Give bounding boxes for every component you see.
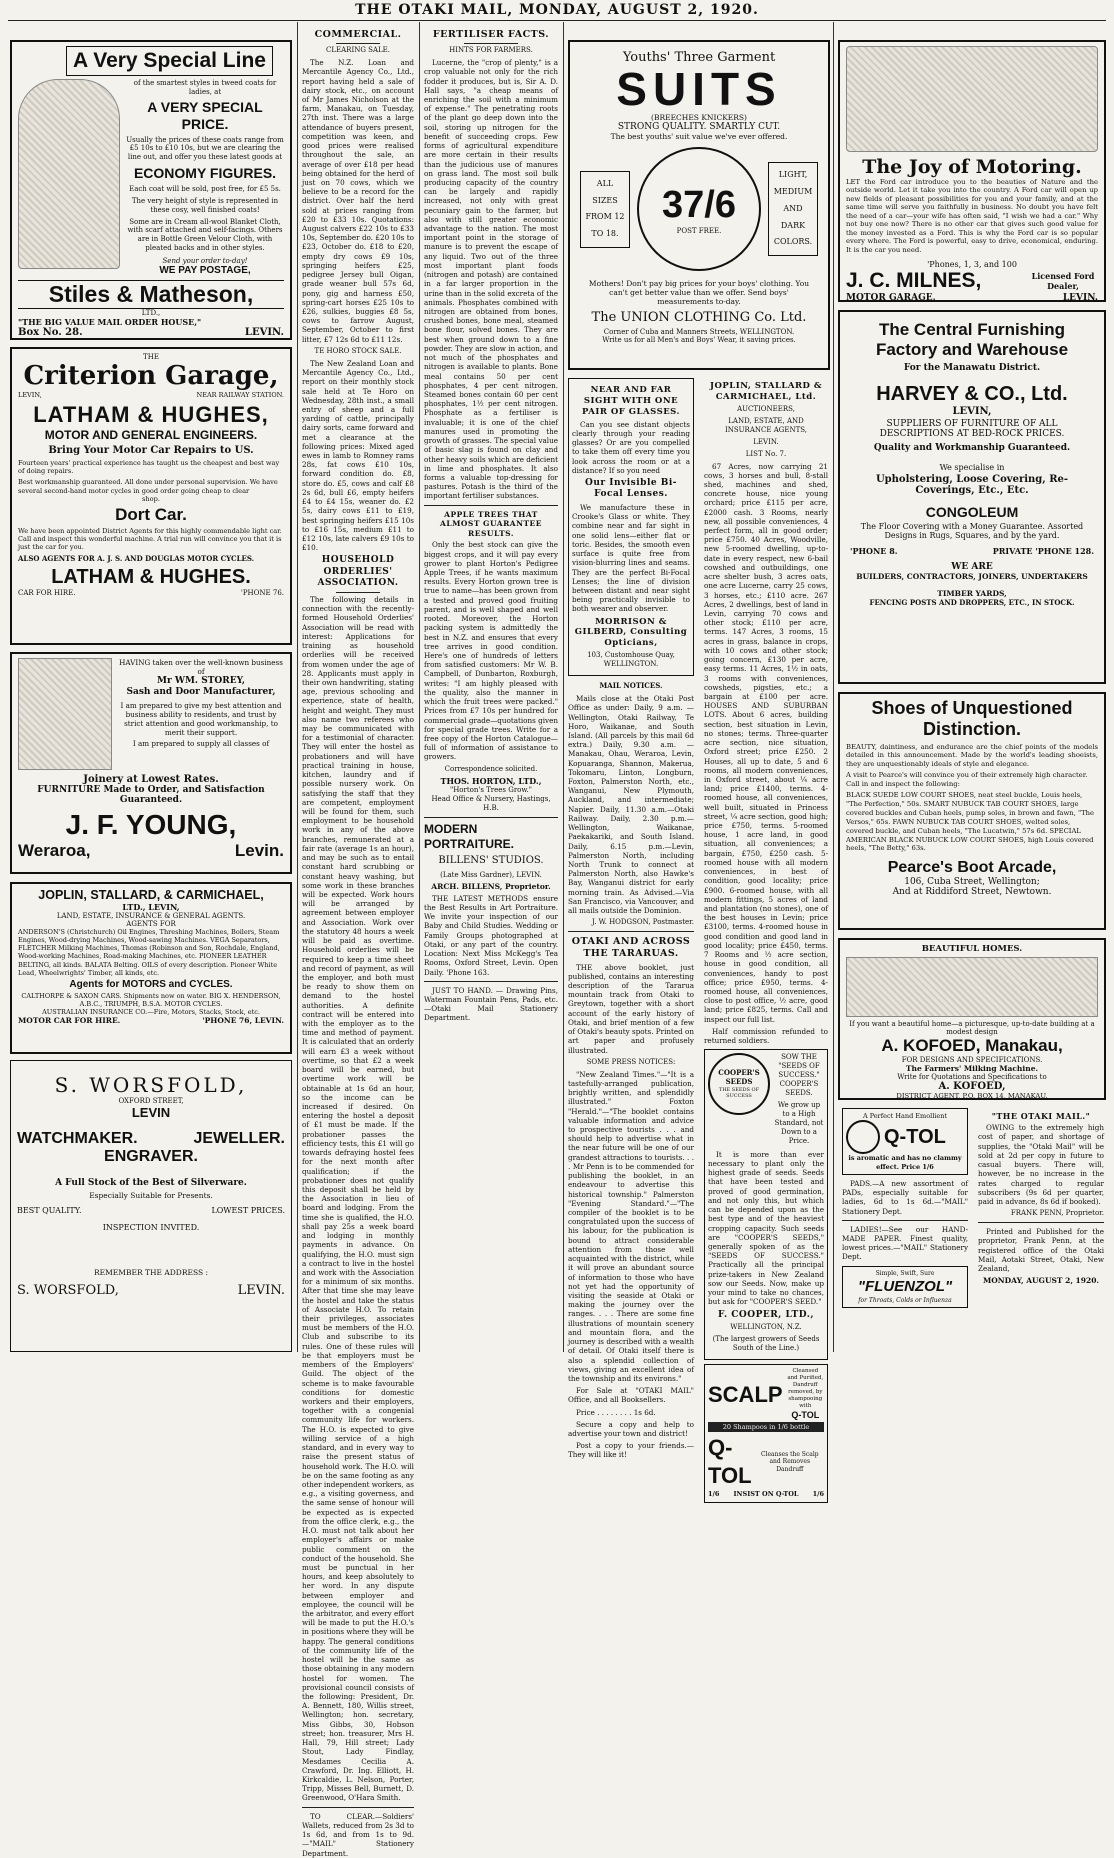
criterion-engineers: MOTOR AND GENERAL ENGINEERS. <box>44 428 258 442</box>
stiles-economy: ECONOMY FIGURES. <box>133 164 277 181</box>
worsfold-presents: Especially Suitable for Presents. <box>89 1191 213 1200</box>
qtol-body: is aromatic and has no clammy effect. Price 1/6 <box>848 1154 962 1171</box>
criterion-phone: 'PHONE 76. <box>240 588 284 597</box>
harvey-suppliers: SUPPLIERS OF FURNITURE OF ALL DESCRIPTIONS AT BED-ROCK PRICES. <box>879 419 1065 439</box>
glasses-title: NEAR AND FAR SIGHT WITH ONE PAIR OF GLASSES. <box>582 385 680 417</box>
kofoed-name: A. KOFOED, Manakau, <box>881 1036 1063 1055</box>
criterion-dort: Dort Car. <box>115 504 187 524</box>
stiles-intro: of the smartest styles in tweed coats for ladies, at <box>133 79 277 96</box>
qtol-perfect: A Perfect Hand Emollient <box>862 1112 948 1120</box>
apple-corresp: Correspondence solicited. <box>444 764 538 773</box>
joplin-agents-ad <box>10 882 292 1054</box>
ford-car-illustration <box>846 46 1098 152</box>
fertiliser-body: Lucerne, the "crop of plenty," is a crop valuable not only for the rich fodder it produces, but is, Sir A. D. Hall says, "a cheap means of enriching the soil with a minimum of expense." The penetrating roots of the plant go deep down into the soil, storing up nitrogen for the benefit of succeeding crops. Few forms of agricultural expenditure are more certain in their results than the judicious use of manures on grass land. The most soil bulk producing capacity of the country can be largely and rapidly increased, not only with great pecuniary gain to the farmer, but also with still greater economic advantage to the nation. The most important point in the storage of manure is to prevent the escape of any liquid. Two out of the three most important plant foods (nitrogen and potash) are contained in a far larger proportion in the urine than in the solid excreta of the animals. Phosphates combined with nitrogen are obtained from bones, crushed bones, bone meal, steamed bone flour, solved bones. They are best when ground down to a fine powder. They are slow in action, and not much of the phosphates and nitrogen is available to plants. Bone meal contains 50 per cent phosphates, 4 per cent nitrogen. Steamed bones contain 60 per cent phosphates, 1½ per cent nitrogen. Phosphate as a fertiliser is invaluable; it is one of the chief manures used in promoting the growth of grasses. The special value of basic slag is found on clay and other heavy soils which are deficient in lime and phosphates. It also forms a valuable top-dressing for pastures. Potash is the third of the important fertiliser substances. <box>424 58 559 501</box>
column-rule <box>833 22 834 1352</box>
kofoed-title: BEAUTIFUL HOMES. <box>921 944 1023 954</box>
harvey-private: PRIVATE 'PHONE 128. <box>992 546 1094 556</box>
joplin-mid-agents: LAND, ESTATE, AND INSURANCE AGENTS, <box>724 416 808 434</box>
criterion-shop: shop. <box>142 494 160 503</box>
scalp-price-left: 1/6 <box>708 1490 720 1499</box>
criterion-owners: LATHAM & HUGHES, <box>33 402 269 427</box>
harvey-congoleum: CONGOLEUM <box>925 504 1019 520</box>
milnes-phones: 'Phones, 1, 3, and 100 <box>927 260 1017 270</box>
tararuas-title: OTAKI AND ACROSS THE TARARUAS. <box>571 936 691 960</box>
title-rule <box>464 43 518 44</box>
joplin-left-cars: CALTHORPE & SAXON CARS. Shipments now on water. BIG X. HENDERSON, A.B.C., TRIUMPH, B.S.A. MOTOR CYCLES. <box>21 991 281 1008</box>
young-body3: I am prepared to supply all classes of <box>132 738 270 748</box>
worsfold-addr-name: S. WORSFOLD, <box>17 1283 119 1298</box>
scalp-insist: INSIST ON Q-TOL <box>733 1490 799 1499</box>
harvey-title1: The Central Furnishing <box>878 320 1066 339</box>
kofoed-agent: DISTRICT AGENT, P.O. BOX 14, MANAKAU. <box>896 1092 1048 1100</box>
joplin-left-agents-line: LAND, ESTATE, INSURANCE & GENERAL AGENTS. <box>56 912 246 920</box>
young-town: Levin. <box>234 841 284 860</box>
section-rule <box>568 931 694 932</box>
pearce-title1: Shoes of Unquestioned <box>871 698 1073 718</box>
section-rule <box>978 1222 1104 1223</box>
fertiliser-sub: HINTS FOR FARMERS. <box>449 46 533 55</box>
suits-price: 37/6 <box>662 183 736 226</box>
pearce-addr1: 106, Cuba Street, Wellington; <box>904 877 1040 888</box>
tararuas-post: Post a copy to your friends.—They will like it! <box>568 1441 694 1460</box>
stiles-postage: WE PAY POSTAGE, <box>159 265 251 277</box>
glasses-intro: Can you see distant objects clearly through your reading glasses? Or are you compelled to take them off every time you look across the room or at a distance? If so you need <box>572 419 690 475</box>
worsfold-town: LEVIN <box>131 1105 171 1120</box>
worsfold-watch: WATCHMAKER. <box>17 1130 138 1147</box>
joplin-left-agents-for: AGENTS FOR <box>126 920 176 928</box>
young-place: Weraroa, <box>18 841 91 860</box>
suits-breeches: (BREECHES KNICKERS) <box>651 113 747 123</box>
just-to-hand: JUST TO HAND. — Drawing Pins, Waterman Fountain Pens, Pads, etc. —Otaki Mail Stationery Department. <box>424 985 558 1023</box>
criterion-dort-body: We have been appointed District Agents for this highly commendable light car. Call and inspect this wonderful machine. A trial run will convince you that it is just the car for you. <box>18 526 282 552</box>
harvey-weare: WE ARE <box>951 562 993 572</box>
criterion-levin: LEVIN, <box>18 391 42 399</box>
fluenzol-pre: Simple, Swift, Sure <box>875 1269 935 1277</box>
joplin-mid-name: JOPLIN, STALLARD & CARMICHAEL, Ltd. <box>709 381 823 402</box>
stiles-body4: Some are in Cream all-wool Blanket Cloth, with scarf attached and self-facings. Others are in Bottle Green Velour Cloth, with pleated backs and in other styles. <box>127 217 283 252</box>
scalp-price-right: 1/6 <box>812 1490 824 1499</box>
stiles-box: Box No. 28. <box>18 326 83 338</box>
tararuas-body: THE above booklet, just published, contains an interesting description of the Tararua mountain track from Otaki to Greytown, together with a short account of the early history of Otaki, and brief mention of a few of Otaki's beauty spots. Printed on art paper and profusely illustrated. <box>568 962 694 1055</box>
suits-mothers: Mothers! Don't pay big prices for your boys' clothing. You can't get better value than we offer. Send boys' measurements to-day. <box>588 279 810 307</box>
joplin-list-column <box>700 376 832 1499</box>
scalp-cleanses: Cleanses the Scalp and Removes Dandruff <box>760 1450 819 1473</box>
milnes-ford-ad <box>838 40 1106 302</box>
joplin-left-ltd: LTD., LEVIN, <box>122 902 180 912</box>
stiles-town: LEVIN. <box>244 326 284 338</box>
commercial-column <box>298 24 418 1858</box>
stiles-body1: Usually the prices of these coats range from £5 10s to £10 10s, but we are clearing the line out, and offer you these latest goods at <box>126 135 284 161</box>
milnes-licensed: Licensed Ford Dealer, <box>1031 271 1095 292</box>
worsfold-street: OXFORD STREET, <box>118 1097 184 1105</box>
suits-sizes-box: ALL SIZES FROM 12 TO 18. <box>580 171 630 248</box>
apple-body: Only the best stock can give the biggest crops, and it will pay every grower to plant Horton's Pedigree Apple Trees, if he wants maximum results. Every Horton grown tree is true to name—has been grown from a tested and proved good fruiting parent, and is well shaped and well rooted. Moreover, the Horton packing system is admittedly the best in N.Z. and ensures that every tree arrives in good condition. Here's one of hundreds of letters from satisfied customers: Mr W. B. Campbell, of Dunbarton, Roxburgh, writes: "I am highly pleased with the quality, also the manner in which the fruit trees were packed." Prices from £7 10s per hundred for commercial grade—quotations given for special grade trees. Write for a free copy of the Horton Catalogue—full of information of assistance to growers. <box>424 540 558 762</box>
fluenzol-sub: for Throats, Colds or Influenza <box>858 1296 952 1304</box>
harvey-phone: 'PHONE 8. <box>850 546 898 556</box>
pearce-intro: BEAUTY, daintiness, and endurance are the chief points of the models detailed in this announcement. Made by the world's leading shoeists, they are unquestionably ideals of style and elegance. <box>846 743 1098 768</box>
price-circle <box>637 147 761 271</box>
criterion-garage-ad <box>10 347 292 645</box>
tararuas-secure: Secure a copy and help to advertise your town and district! <box>568 1419 694 1439</box>
criterion-slogan: Bring Your Motor Car Repairs to US. <box>48 445 254 456</box>
joplin-left-body: ANDERSON'S (Christchurch) Oil Engines, Threshing Machines, Boilers, Steam Engines, Wood-drying Machines, Wood-sawing Machines. VEGA Separators, FLETCHER Milking Machines, Thomas (Robinson and Son, Rochdale, England, Wood-working Machines, Road-making Machines, etc. PIONEER LEATHER BELTING, all kinds. BALATA Belting. OILS of every description. Pioneer White Lead, Wheelwrights' Timber, all kinds, etc. <box>18 928 280 977</box>
joplin-left-hire: MOTOR CAR FOR HIRE. <box>18 1015 121 1025</box>
young-body1: HAVING taken over the well-known business of <box>119 658 283 676</box>
qtol-ladies: LADIES!—See our HAND-MADE PAPER. Finest quality, lowest prices.—"MAIL" Stationery Dept. <box>842 1224 968 1262</box>
harvey-for: For the Manawatu District. <box>903 363 1041 373</box>
title-rule <box>336 43 381 44</box>
glasses-ad <box>568 378 694 676</box>
worsfold-jeweller-ad <box>10 1060 292 1352</box>
criterion-hire: CAR FOR HIRE. <box>18 588 76 597</box>
stiles-body2: Each coat will be sold, post free, for £5 5s. <box>129 185 281 194</box>
orderlies-body: The following details in connection with the recently-formed Household Orderlies' Association will be read with interest: Applications for training as household orderlies will be received from women under the age of 28. Applicants must apply in their own handwriting, stating age, previous schooling and experience, state of health, height and weight. They must also name two referees who may be communicated with for a testimonial of character. They will enter the hostel as probationers and will have practical training in house, kitchen, laundry and if possible nursery work. On satisfying the staff that they are competent, employment will be found for them, such employment to be household work in any of the above branches, remunerated at a fair rate (average 1s an hour), and may be such as to entail constant hard scrubbing or constant heavy washing, but some work in these branches will be expected. Work hours will be arranged by agreement between employer and Association. Work over the statutory 48 hours a week will be paid as overtime. Household orderlies will be required to keep a time sheet and record of payment, as will the employer, and both must be ready to show them on demand to the hostel authorities. A definite contract will be entered into with the employer as to the time and method of payment. It is calculated that an orderly will earn £3 a week without overtime, so that £2 a week board will be earned, but overtime work will be obtainable at 1s 6d an hour, so the income can be increased if desired. On entering the hostel a deposit of £1 must be made. If the probationer passes the efficiency tests, this £1 will go towards defraying hostel fees for the next month after qualification; if the probationer does not qualify this deposit shall be held by the Association in lieu of board and lodging. From the time she is qualified, the H.O. shall pay 25s a week board and lodging in monthly payments in advance. On qualifying, the H.O. must sign a contract to live in the hostel and work with the Association for a minimum of six months. After that time she may leave the hostel and take the status of Associate H.O. To retain their privileges, associates must be members of the H.O. Club and subscribe to its rules. One of these rules will be that employers must be members of the Employers' Guild. The object of the scheme is to make favourable conditions for domestic workers and their employers, together with a congenial community life for workers. The H.O. is expected to give willing service of a high standard, and in every way to raise the present status of household work. The H.O. will be on the same footing as any other independent workers, as e.g., a visiting governess, and the same sense of honour will be expected as is expected from the office clerk, e.g., the H.O. must not talk about her employer's affairs or make public comment on the conduct of the household. She must be punctual in her hours, and keep absolutely to her word. In any dispute between employer and employee, the council will be the arbitrator, and every effort will be made to put the H.O.'s in positions where they will be happy. The general conditions of the community life of the hostel will be the same as those obtaining in any modern hostel for women. The provisional council consists of the following: President, Dr. A. Bennett, 180, Willis street, Wellington; hon. secretary, Miss Gibbs, 30, Hobson street; hon. treasurer, Mrs H. Hall, 79, Hill street; Lady Stout, Lady Findlay, Mesdames Cecilia A. Crawford, Dr. Ing. Elliott, H. Kirkcaldie, L. Nelson, Porter, Tripp, Misses Bell, Burnett, D. Greenwood, O'Hara Smith. <box>302 594 414 1803</box>
milnes-garage: MOTOR GARAGE, <box>846 293 936 304</box>
harvey-upholstery: Upholstering, Loose Covering, Re-Coverings, Etc., Etc. <box>875 474 1069 496</box>
criterion-name: Criterion Garage, <box>23 361 279 391</box>
harvey-name: HARVEY & CO., Ltd. <box>876 383 1068 405</box>
glasses-bifocal: Our Invisible Bi-Focal Lenses. <box>585 477 677 500</box>
commercial-body1: The N.Z. Loan and Mercantile Agency Co., Ltd., report having held a sale of dairy stock, etc., on account of Mr James Nicholson at the farm, Manakau, on Tuesday, 27th inst. There was a large attendance of buyers present, competition was keen, and good prices were realised throughout the sale, an average of over £18 per head being obtained for the herd of just on 70 cows, which we believe to be a record for the district. Over half the herd sold at prices ranging from £20 to £33 10s. Quotations: August calvers £22 10s to £33 10s, September do. £20 10s to £23, October do. £18 to £20, empty dry cows £9 10s, springing heifers £25, pedigree Jersey bull Oigan, grade weaner bull 57s 6d, pony, gig and harness £50, spring-cart horses £25 10s to £26, sulkies, buggies £8 5s, cows to farrow August, September, October to first litter, £7 12s 6d to £11 12s. <box>302 58 414 344</box>
cooper-largest: (The largest growers of Seeds South of the Line.) <box>712 1335 820 1352</box>
scalp-word: SCALP <box>708 1381 783 1407</box>
milnes-town: LEVIN. <box>1062 293 1098 304</box>
harvey-quality: Quality and Workmanship Guaranteed. <box>873 443 1071 453</box>
qtol-jar-icon <box>846 1120 880 1154</box>
section-rule <box>302 1807 414 1808</box>
qtol-scalp-ad <box>704 1364 828 1503</box>
joplin-left-phone: 'PHONE 76, LEVIN. <box>202 1015 284 1025</box>
stiles-body3: The very height of style is represented in these cosy, well finished coats! <box>131 197 279 214</box>
worsfold-prices: LOWEST PRICES. <box>211 1206 285 1215</box>
commercial-sale2: TE HORO STOCK SALE. <box>314 346 402 355</box>
scalp-brand: Q-TOL <box>791 1410 820 1421</box>
stiles-price-head: A VERY SPECIAL PRICE. <box>147 98 263 132</box>
section-rule <box>424 817 558 818</box>
worsfold-engraver: ENGRAVER. <box>104 1148 198 1165</box>
stiles-order: Send your order to-day! <box>162 256 248 265</box>
scalp-sub: 20 Shampoos in 1/6 bottle <box>708 1422 824 1432</box>
young-body2: I am prepared to give my best attention and business ability to residents, and trust by strict attention and good workmanship, to merit their support. <box>120 700 282 737</box>
mail-title: MAIL NOTICES. <box>599 681 663 691</box>
joplin-mid-list: LIST No. 7. <box>745 449 787 458</box>
orderlies-title: HOUSEHOLD ORDERLIES' ASSOCIATION. <box>317 555 399 589</box>
joplin-left-motors: Agents for MOTORS and CYCLES. <box>69 978 233 990</box>
horton-addr: Head Office & Nursery, Hastings, H.B. <box>431 794 551 812</box>
furniture-illustration <box>18 658 112 770</box>
otaki-notice-body: OWING to the extremely high cost of paper, and shortage of supplies, the "Otaki Mail" will be sold at 2d per copy in future to casual buyers. There will, however, be no increase in the rates charged to regular subscribers (9s 6d per quarter, paid in advance, 8s 6d if booked). <box>978 1123 1104 1206</box>
criterion-guarantee: Best workmanship guaranteed. All done under personal supervision. We have several second-hand motor cycles in good order going cheap to clear <box>18 478 278 495</box>
otaki-notice-title: "THE OTAKI MAIL." <box>991 1111 1091 1121</box>
cooper-logo-sub: THE SEEDS OF SUCCESS <box>718 1086 760 1100</box>
billens-late: (Late Miss Gardner), LEVIN. <box>440 871 542 880</box>
pearce-visit: A visit to Pearce's will convince you of their extremely high character. Call in and inspect the following: <box>846 771 1088 788</box>
pearce-addr2: And at Riddiford Street, Newtown. <box>892 887 1052 898</box>
otaki-notice-imprint: Printed and Published for the proprietor, Frank Penn, at the registered office of the Otaki Mail, Aotaki Street, Otaki, New Zealand, <box>978 1227 1104 1274</box>
worsfold-quality: BEST QUALITY. <box>17 1206 82 1215</box>
cooper-body: It is more than ever necessary to plant only the highest grade of seeds. Seeds that have been tested and proved of good germination, and not only this, but which can be depended upon as the best type and of the heaviest cropping capacity. Such seeds are "COOPER'S SEEDS," generally spoken of as the "SEEDS OF SUCCESS." Practically all the principal prize-takers in New Zealand sow our Seeds. Now, make up your mind to take no chances, but ask for "COOPER'S SEED." <box>708 1149 824 1307</box>
suits-line1: Youths' Three Garment <box>622 50 776 65</box>
young-joinery: Joinery at Lowest Rates. <box>83 774 219 785</box>
milnes-title: The Joy of Motoring. <box>862 156 1082 178</box>
otaki-notice-sig: FRANK PENN, Proprietor. <box>1010 1209 1104 1218</box>
pearce-shoes-ad <box>838 692 1106 930</box>
kofoed-name2: A. KOFOED, <box>938 1081 1006 1092</box>
union-clothing-ad <box>568 40 830 370</box>
cooper-name: F. COOPER, LTD., <box>717 1309 814 1320</box>
glasses-addr: 103, Customhouse Quay, WELLINGTON. <box>587 651 675 669</box>
commercial-body2: The New Zealand Loan and Mercantile Agency Co., Ltd., report on their monthly stock sale held at Te Horo on Wednesday, 28th inst., a small entry of sheep and a full yarding of cattle, principally dairy sorts, came forward and met a clearance at the following prices: Mixed aged ewes in lamb to Romney rams 28s, fat cows £10 10s, forward condition do. £8, store do. £5, cows and calf £8 2s 6d, bull £6, empty heifers £4 to £4 15s, weaner do. £2 5s, dairy cows £11 to £19, best springing heifers £15 10s to £16 15s, medium £11 to £12 10s, late calvers £9 10s to £10. <box>302 358 414 553</box>
section-rule <box>424 981 558 982</box>
suits-value: The best youths' suit value we've ever offered. <box>610 132 788 142</box>
harvey-timber: TIMBER YARDS, <box>937 589 1007 598</box>
kofoed-caption: If you want a beautiful home—a picturesque, up-to-date building at a modest design <box>849 1020 1095 1036</box>
horton-sub: "Horton's Trees Grow." <box>449 785 533 794</box>
qtol-emollient-column <box>838 1108 972 1354</box>
worsfold-remember: REMEMBER THE ADDRESS : <box>94 1268 208 1277</box>
fertiliser-title: FERTILISER FACTS. <box>432 29 550 40</box>
suits-colors-box: LIGHT, MEDIUM AND DARK COLORS. <box>768 162 818 256</box>
suits-addr: Corner of Cuba and Manners Streets, WELLINGTON. <box>603 328 795 337</box>
criterion-experience: Fourteen years' practical experience has taught us the cheapest and best way of doing repairs. <box>18 459 280 476</box>
harvey-congo-body: The Floor Covering with a Money Guarantee. Assorted Designs in Rugs, Squares, and by the yard. <box>860 522 1084 540</box>
tararuas-press: SOME PRESS NOTICES: <box>586 1057 676 1066</box>
milnes-body: LET the Ford car introduce you to the beauties of Nature and the outside world. Let it take you into the country. A Ford car will open up new fields of pleasant possibilities for you and your family, and at the same time will serve you faithfully in business. No doubt you have felt the need of a car—your wife has often said, "I wish we had a car." Why not buy one now? There is no other car that gives such good value for the money invested as a Ford. This is why the Ford car is so popular every where. The Ford is powerful, easy to drive, economical, enduring. It is the car you need. <box>846 178 1098 254</box>
kofoed-milking: The Farmers' Milking Machine. <box>905 1064 1039 1073</box>
billens-modern: MODERN PORTRAITURE. <box>424 821 514 852</box>
cooper-logo-top: COOPER'S SEEDS <box>718 1067 760 1086</box>
suits-quality: STRONG QUALITY. SMARTLY CUT. <box>617 122 781 133</box>
tararuas-sale: For Sale at "OTAKI MAIL" Office, and all Booksellers. <box>568 1386 694 1405</box>
cooper-sow: SOW THE "SEEDS OF SUCCESS." COOPER'S SEEDS. <box>778 1053 820 1098</box>
masthead: THE OTAKI MAIL, MONDAY, AUGUST 2, 1920. <box>355 2 759 18</box>
title-rule <box>336 592 381 593</box>
cooper-seeds-ad <box>704 1049 828 1360</box>
lady-in-coat-illustration <box>18 79 120 269</box>
mail-sig: J. W. HODGSON, Postmaster. <box>591 918 694 927</box>
suits-store: The UNION CLOTHING Co. Ltd. <box>591 310 807 326</box>
joplin-mid-role: AUCTIONEERS, <box>737 404 795 413</box>
glasses-firm: MORRISON & GILBERD, Consulting Opticians, <box>574 616 688 649</box>
fertiliser-column <box>420 24 562 1354</box>
harvey-furnishing-ad <box>838 310 1106 684</box>
commercial-sale1: CLEARING SALE. <box>326 46 390 55</box>
suits-post: POST FREE. <box>676 226 722 235</box>
billens-name: BILLENS' STUDIOS. <box>438 855 544 867</box>
worsfold-invited: INSPECTION INVITED. <box>102 1223 200 1232</box>
stiles-ltd: LTD., <box>141 308 161 317</box>
section-rule <box>424 505 558 506</box>
billens-body: THE LATEST METHODS ensure the Best Results in Art Portraiture. We invite your inspection of our Baby and Child Studies. Wedding or Family Groups photographed at Otaki, or any part of the country. Location: Next Miss McKegg's Tea Rooms, Oxford Street, Levin. Open Daily. 'Phone 163. <box>424 893 558 977</box>
kofoed-designs: FOR DESIGNS AND SPECIFICATIONS. <box>901 1056 1043 1064</box>
cooper-logo <box>708 1053 770 1115</box>
pearce-name: Pearce's Boot Arcade, <box>887 859 1057 877</box>
kofoed-write: Write for Quotations and Specifications to <box>897 1073 1047 1081</box>
harvey-builders: BUILDERS, CONTRACTORS, JOINERS, UNDERTAKERS <box>856 572 1088 581</box>
commercial-title: COMMERCIAL. <box>314 29 402 40</box>
worsfold-silver: A Full Stock of the Best of Silverware. <box>55 1178 247 1188</box>
joplin-left-insurance: AUSTRALIAN INSURANCE CO.—Fire, Motors, Stacks, Stock, etc. <box>42 1007 260 1016</box>
worsfold-addr-town: LEVIN. <box>237 1283 285 1298</box>
harvey-special: We specialise in <box>939 463 1005 472</box>
horton-name: THOS. HORTON, LTD., <box>440 775 542 786</box>
young-joinery-ad <box>10 652 292 874</box>
stiles-name: Stiles & Matheson, <box>18 280 284 309</box>
apple-title: APPLE TREES THAT ALMOST GUARANTEE RESULTS. <box>440 509 542 538</box>
masthead-rule <box>8 20 1106 21</box>
scalp-side: Cleansed and Purified, Dandruff removed, by shampooing with <box>787 1367 824 1410</box>
joplin-mid-body: 67 Acres, now carrying 21 cows, 3 horses and bull, 8-stall shed, machines and shed, concrete house, nice young orchard; price £115 per acre, £2000 cash. 3 Rooms, nearly new, all possible conveniences, 4 perfect form, all in good order; price £750. 40 Acres, Woodville, new 5-roomed dwelling, up-to-date in every respect, new 6-bail cowshed and outbuildings, one acre shelter bush, 3 acres oats, one acre Lucerne, carry 25 cows, 3 horses, etc.; £110 acre. 267 Acres, 2 dwellings, best of land in Levin, carrying 70 cows and other stock; £110 per acre, terms. 147 Acres, 3 rooms, 15 acres in grass, balance in crops, with 10 cows and other stock; going concern, £130 per acre, easy terms. 11 Acres, 1½ in oats, 3 rooms with conveniences, cowsheds, pigsties, etc.; a bargain at £100 per acre. HOUSES AND SUBURBAN LOTS. About 6 acres, building section, best situation in Levin, no stones; terms. Three-quarter acre section, nice situation, Oxford street; price £250. 2 Houses, all up to date, 5 and 6 rooms, all modern conveniences, in Oxford street, about ¼ acre land; price £1400, terms. 4-roomed house, all conveniences, well built, situated in Princess street, ¼ acre section, good high; price £750, terms. 5-roomed house, 1 acre land, in good situation, all conveniences; a bargain, £750, £250 cash. 5-roomed house with all modern conveniences, in best of condition, good locality; price £900. 6-roomed house, with all modern fittings, 5 acres of land and plantation (no stones), one of the best houses in Levin; price £3100, terms. 4-roomed house in good condition and good land in good locality; price £450, terms. 7 Rooms and ½ acre section, house in good condition, all conveniences, handy to post office; price £950, terms. 4-roomed house, all conveniences, close to post office, ½ acre, good land; price £825, terms. Call and inspect our full list. <box>704 461 828 1024</box>
harvey-title2: Factory and Warehouse <box>875 340 1069 359</box>
criterion-the: THE <box>143 353 159 361</box>
mail-body: Mails close at the Otaki Post Office as under: Daily, 9 a.m. — Wellington, Otaki Railway, Te Horo, Waikanae, and South Island. (All parcels by this mail 6d extra.) Daily, 9.30 a.m. — Manakau, Ohau, Weraroa, Levin, Kopuaranga, Shannon, Makerua, Tokomaru, Linton, Longburn, Foxton, Palmerston North, etc., Wanganui, New Plymouth, Auckland, and intermediate; Napier. Daily, 11.30 a.m.—Otaki Railway. Daily, 2.30 p.m.—Wellington, Waikanae, Paekakariki, and South Island. Daily, 6.15 p.m.—Levin, Palmerston North, including North Trunk to connect at Palmerston North, also Hawke's Bay, Wanganui district for early morning train. As Advised.—Via San Francisco, via Vancouver, and all mails outside the Dominion. <box>568 694 694 916</box>
tararuas-press-body: "New Zealand Times."—"It is a tastefully-arranged publication, brightly written, and splendidly illustrated." Foxton "Herald."—"The booklet contains valuable information and advice to prospective tourists . . . and should help to advertise what in the near future will be one of our grandest attractions to tourists. . . . Mr Penn is to be commended for publishing the booklet, in an endeavour to advertise this historical township." Palmerston "Evening Standard."—"The compiler of the booklet is to be congratulated upon the success of his labour, for the publication is bound to attract considerable attention from those well acquainted with the district, while it will prove an abundant source of information to those who have not yet had the opportunity of visiting the seaside at Otaki or making the journey over the ranges. . . . There are some fine illustrations of mountain scenery and mountain flora, and the journey is described with a wealth of detail. Of Otaki itself there is also a splendid collection of views, giving an excellent idea of the township and its environs." <box>568 1069 694 1383</box>
joplin-mid-foot: Half commission refunded to returned soldiers. <box>704 1026 828 1046</box>
glasses-body: We manufacture these in Crooke's Glass or white. They combine near and far sight in one solid lens—either flat or toric. Besides, the smooth even surface is quite free from vision-blurring lines and seams. They are the perfect Bi-Focal Lenses; the line of division between distant and near sight being practically invisible to both wearer and observer. <box>572 502 690 614</box>
joplin-mid-town: LEVIN. <box>753 437 779 446</box>
billens-prop: ARCH. BILLENS, Proprietor. <box>431 882 551 892</box>
joplin-left-name: JOPLIN, STALLARD, & CARMICHAEL, <box>38 888 264 902</box>
stiles-headline: A Very Special Line <box>66 46 273 76</box>
cooper-addr: WELLINGTON, N.Z. <box>730 1323 802 1332</box>
kofoed-homes-ad <box>838 938 1106 1100</box>
stiles-store: "THE BIG VALUE MAIL ORDER HOUSE," <box>18 316 202 327</box>
qtol-emollient-ad <box>842 1108 968 1175</box>
young-storey: Mr WM. STOREY, <box>157 676 245 686</box>
milnes-name: J. C. MILNES, <box>846 269 982 293</box>
pearce-title2: Distinction. <box>923 719 1021 739</box>
scalp-big: Q-TOL <box>708 1434 752 1489</box>
qtol-logo: Q-TOL <box>884 1125 946 1148</box>
qtol-pads: PADS.—A new assortment of PADs, especially suitable for ladies, 6d to 1s 6d.—"MAIL" Stationery Dept. <box>842 1178 968 1216</box>
criterion-near: NEAR RAILWAY STATION. <box>196 391 284 399</box>
worsfold-name: S. WORSFOLD, <box>54 1073 248 1097</box>
house-illustration <box>846 957 1098 1017</box>
otaki-mail-notice-column <box>974 1108 1108 1354</box>
cooper-grown: We grow up to a High Standard, not Down to a Price. <box>774 1101 824 1145</box>
criterion-agents: ALSO AGENTS FOR A. J. S. AND DOUGLAS MOTOR CYCLES. <box>18 553 255 563</box>
suits-big: SUITS <box>616 63 782 115</box>
criterion-owners2: LATHAM & HUGHES. <box>51 565 251 588</box>
commercial-clear: TO CLEAR.—Soldiers' Wallets, reduced from 2s 3d to 1s 6d, and from 1s to 9d.—"MAIL" Stationery Department. <box>302 1811 414 1858</box>
worsfold-jewel: JEWELLER. <box>193 1130 285 1147</box>
harvey-fencing: FENCING POSTS AND DROPPERS, ETC., IN STOCK. <box>869 598 1075 607</box>
pearce-items: BLACK SUEDE LOW COURT SHOES, neat steel buckle, Louis heels, "The Perfection," 50s. SMART NUBUCK TAB COURT SHOES, large covered buckles and Cuban heels, pump soles, in brown and fawn, "The Versos," 65s. FAWN NUBUCK TAB COURT SHOES, welted soles, covered buckle, and Cuban heels, "The Lucatwin," 57s 6d. SPECIAL AMERICAN BLACK NUBUCK LOW COURT SHOES, high Louis covered heels, "The Betty," 63s. <box>846 791 1095 853</box>
young-trade: Sash and Door Manufacturer, <box>126 687 276 698</box>
fluenzol-name: "FLUENZOL" <box>857 1278 953 1296</box>
fluenzol-ad <box>842 1266 968 1309</box>
young-name: J. F. YOUNG, <box>65 809 237 840</box>
otaki-notice-date: MONDAY, AUGUST 2, 1920. <box>982 1276 1100 1286</box>
harvey-town: LEVIN, <box>952 406 992 417</box>
tararuas-price: Price . . . . . . . . 1s 6d. <box>576 1407 656 1417</box>
young-furniture: FURNITURE Made to Order, and Satisfaction Guaranteed. <box>37 785 265 805</box>
suits-write: Write us for all Men's and Boys' Wear, it saving prices. <box>602 336 796 345</box>
glasses-mail-column <box>564 376 698 1460</box>
stiles-matheson-ad <box>10 40 292 340</box>
section-rule <box>842 1220 968 1221</box>
